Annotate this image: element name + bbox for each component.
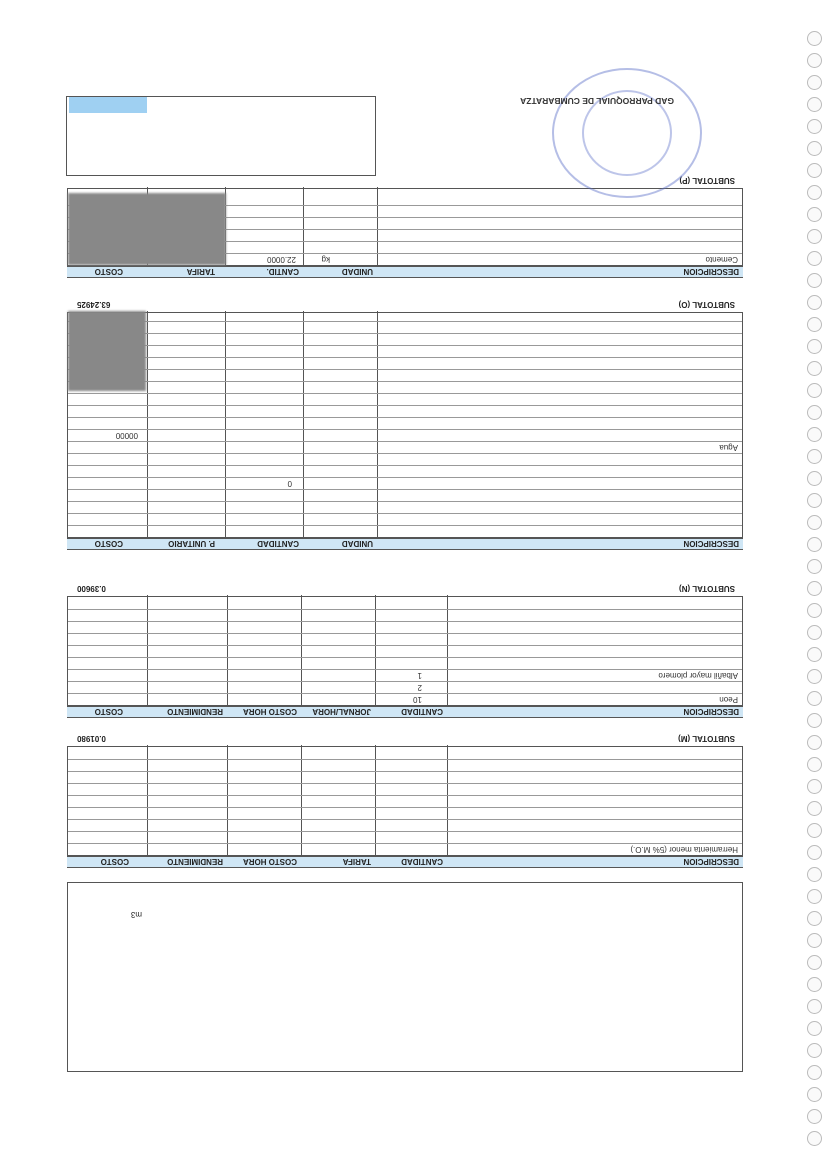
table-row (68, 321, 742, 333)
binding-hole (807, 317, 822, 332)
col-unidad: UNIDAD (341, 267, 373, 276)
table-row (68, 501, 742, 513)
materials-section (67, 298, 743, 582)
table-row (68, 621, 742, 633)
binding-hole (807, 823, 822, 838)
binding-hole (807, 1065, 822, 1080)
binding-hole (807, 691, 822, 706)
labor-subtotal (67, 582, 743, 594)
table-row (68, 693, 742, 705)
binding-hole (807, 273, 822, 288)
table-row (68, 357, 742, 369)
subtotal-label: SUBTOTAL (M) (678, 734, 735, 743)
table-row (68, 657, 742, 669)
binding-hole (807, 383, 822, 398)
binding-hole (807, 251, 822, 266)
binding-hole (807, 933, 822, 948)
table-row (68, 783, 742, 795)
table-row (68, 513, 742, 525)
binding-hole (807, 361, 822, 376)
binding-hole (807, 53, 822, 68)
binding-hole (807, 735, 822, 750)
binding-hole (807, 471, 822, 486)
binding-hole (807, 1043, 822, 1058)
row-unidad: kg (321, 255, 330, 264)
table-row (68, 843, 742, 855)
unit-label: m3 (130, 910, 142, 919)
table-row (68, 831, 742, 843)
table-row (68, 489, 742, 501)
col-costo: COSTO (94, 539, 123, 548)
transport-grid (67, 188, 743, 266)
info-box (66, 96, 376, 176)
materials-header (67, 538, 743, 550)
col-tarifa: TARIFA (342, 857, 371, 866)
seal-caption: GAD PARROQUIAL DE CUMBARATZA (520, 96, 674, 106)
table-row (68, 771, 742, 783)
subtotal-label: SUBTOTAL (O) (678, 300, 735, 309)
equipment-grid (67, 746, 743, 856)
col-cantidad: CANTIDAD (401, 857, 443, 866)
col-costo-hora: COSTO HORA (242, 857, 297, 866)
binding-hole (807, 625, 822, 640)
col-cantidad: CANTIDAD (257, 539, 299, 548)
labor-section (67, 582, 743, 732)
binding-hole (807, 669, 822, 684)
binding-hole (807, 119, 822, 134)
table-row (68, 645, 742, 657)
binding-hole (807, 515, 822, 530)
transport-header (67, 266, 743, 278)
table-row (68, 681, 742, 693)
binding-hole (807, 427, 822, 442)
col-cantid: CANTID. (266, 267, 299, 276)
row-desc: Cemento (705, 255, 738, 264)
binding-hole (807, 603, 822, 618)
binding-hole (807, 97, 822, 112)
binding-hole (807, 1131, 822, 1146)
table-row (68, 453, 742, 465)
binding-hole (807, 1109, 822, 1124)
col-costo: COSTO (94, 707, 123, 716)
binding-hole (807, 405, 822, 420)
binding-hole (807, 779, 822, 794)
table-row (68, 429, 742, 441)
table-row (68, 369, 742, 381)
col-unidad: UNIDAD (341, 539, 373, 548)
binding-hole (807, 801, 822, 816)
binding-hole (807, 31, 822, 46)
materials-subtotal (67, 298, 743, 310)
table-row (68, 465, 742, 477)
header-box (67, 882, 743, 1072)
binding-hole (807, 559, 822, 574)
col-cantidad: CANTIDAD (401, 707, 443, 716)
col-descripcion: DESCRIPCION (683, 707, 739, 716)
table-row (68, 381, 742, 393)
binding-holes (802, 0, 822, 1146)
table-row (68, 345, 742, 357)
official-seal (552, 68, 702, 198)
binding-hole (807, 493, 822, 508)
binding-hole (807, 955, 822, 970)
row-desc: Albañil mayor plomero (658, 671, 738, 680)
row-desc: Peon (719, 695, 738, 704)
table-row (68, 405, 742, 417)
col-costo: COSTO (100, 857, 129, 866)
binding-hole (807, 229, 822, 244)
subtotal-value: 0.01980 (77, 734, 106, 743)
binding-hole (807, 141, 822, 156)
redacted-block (68, 193, 226, 265)
binding-hole (807, 581, 822, 596)
binding-hole (807, 449, 822, 464)
equipment-section (67, 732, 743, 882)
binding-hole (807, 185, 822, 200)
table-row (68, 759, 742, 771)
row-desc: Herramienta menor (5% M.O.) (630, 845, 738, 854)
subtotal-value: 63.24925 (77, 300, 111, 309)
row-desc: Agua (719, 443, 738, 452)
highlight-box (69, 97, 147, 113)
binding-hole (807, 75, 822, 90)
col-costo: COSTO (94, 267, 123, 276)
col-rendimiento: RENDIMIENTO (167, 857, 223, 866)
col-descripcion: DESCRIPCION (683, 267, 739, 276)
table-row (68, 477, 742, 489)
subtotal-label: SUBTOTAL (P) (679, 176, 735, 185)
col-pu: P. UNITARIO (168, 539, 215, 548)
row-cant: 22.0000 (267, 255, 296, 264)
col-rendimiento: RENDIMIENTO (167, 707, 223, 716)
row-cant: 1 (417, 671, 422, 680)
redacted-block (68, 311, 146, 391)
col-jornal: JORNAL/HORA (312, 707, 371, 716)
labor-grid (67, 596, 743, 706)
binding-hole (807, 845, 822, 860)
table-row (68, 333, 742, 345)
table-row (68, 807, 742, 819)
row-cant: 2 (417, 683, 422, 692)
binding-hole (807, 1087, 822, 1102)
table-row (68, 525, 742, 537)
binding-hole (807, 867, 822, 882)
binding-hole (807, 537, 822, 552)
row-cant: 10 (413, 695, 422, 704)
table-row (68, 441, 742, 453)
binding-hole (807, 647, 822, 662)
binding-hole (807, 757, 822, 772)
binding-hole (807, 207, 822, 222)
table-row (68, 795, 742, 807)
binding-hole (807, 163, 822, 178)
subtotal-label: SUBTOTAL (N) (679, 584, 735, 593)
binding-hole (807, 977, 822, 992)
equipment-subtotal (67, 732, 743, 744)
labor-header (67, 706, 743, 718)
materials-grid (67, 312, 743, 538)
col-descripcion: DESCRIPCION (683, 857, 739, 866)
table-row (68, 633, 742, 645)
subtotal-value: 0.39600 (77, 584, 106, 593)
row-costo: 00000 (115, 431, 138, 440)
row-cant: 0 (287, 479, 292, 488)
binding-hole (807, 295, 822, 310)
equipment-header (67, 856, 743, 868)
table-row (68, 393, 742, 405)
table-row (68, 669, 742, 681)
col-descripcion: DESCRIPCION (683, 539, 739, 548)
binding-hole (807, 911, 822, 926)
binding-hole (807, 713, 822, 728)
table-row (68, 819, 742, 831)
table-row (68, 417, 742, 429)
binding-hole (807, 1021, 822, 1036)
binding-hole (807, 999, 822, 1014)
table-row (68, 609, 742, 621)
col-tarifa: TARIFA (186, 267, 215, 276)
col-costo-hora: COSTO HORA (242, 707, 297, 716)
binding-hole (807, 889, 822, 904)
binding-hole (807, 339, 822, 354)
